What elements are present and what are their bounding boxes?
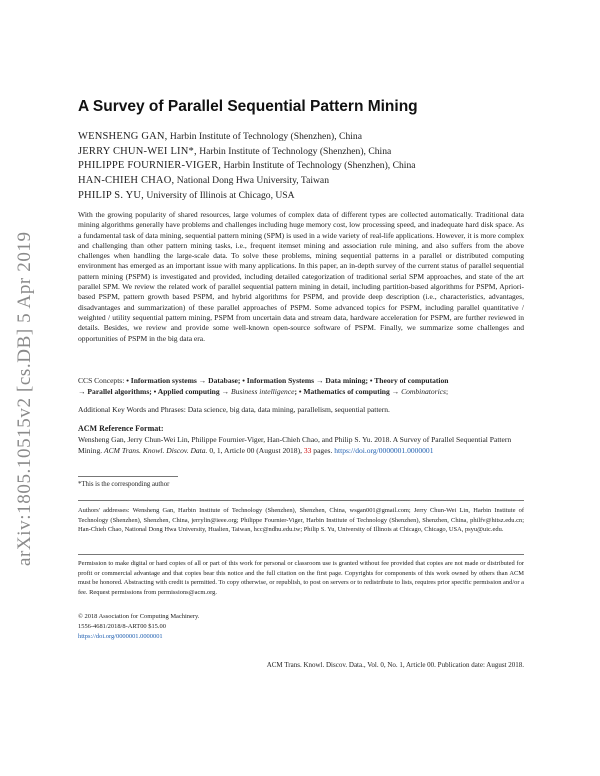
ccs-line-2c: ; • Mathematics of computing →: [294, 386, 402, 396]
ccs-combinatorics: Combinatorics: [401, 386, 446, 396]
author-affiliation: Harbin Institute of Technology (Shenzhen), China: [221, 160, 416, 172]
author-name: JERRY CHUN-WEI LIN*,: [78, 145, 197, 157]
arxiv-stamp: arXiv:1805.10515v2 [cs.DB] 5 Apr 2019: [14, 231, 35, 566]
author-affiliation: Harbin Institute of Technology (Shenzhen), China: [196, 145, 392, 157]
author-affiliation: University of Illinois at Chicago, USA: [144, 189, 295, 201]
author-name: PHILIP S. YU,: [78, 189, 144, 201]
ccs-line-2a: → Parallel algorithms; • Applied computing →: [78, 386, 231, 396]
addresses-rule: [78, 500, 524, 501]
issn-line: 1556-4681/2018/8-ART00 $15.00: [78, 623, 166, 630]
reference-heading: ACM Reference Format:: [78, 424, 164, 433]
ccs-label: CCS Concepts:: [78, 376, 127, 385]
permissions-rule: [78, 554, 524, 555]
author-affiliation: National Dong Hwa University, Taiwan: [174, 175, 329, 187]
author-name: WENSHENG GAN,: [78, 131, 168, 142]
author-line: [78, 174, 416, 189]
paper-title: A Survey of Parallel Sequential Pattern Mining: [78, 98, 418, 115]
footer-doi-link[interactable]: https://doi.org/0000001.0000001: [78, 633, 163, 640]
footnote-rule: [78, 476, 178, 477]
author-name: HAN-CHIEH CHAO,: [78, 175, 175, 187]
reference-doi-link[interactable]: https://doi.org/0000001.0000001: [334, 445, 434, 455]
reference-body: [78, 435, 524, 456]
abstract: With the growing popularity of shared resources, large volumes of complex data of different types are collected automatically. Traditional data mining algorithms generally have problems and challenges including huge memory cost, low processing speed, and inadequate hard disk space. As a fundamental task of data mining, sequential pattern mining (SPM) is used in a wide variety of real-life applications. However, it is more complex and challenging than other pattern mining tasks, i.e., frequent itemset mining and association rule mining, and also suffers from the above challenges when handling the large-scale data. To solve these problems, mining sequential patterns in a parallel or distributed computing environment has emerged as an important issue with many applications. In this paper, an in-depth survey of the current status of parallel sequential pattern mining (PSPM) is investigated and provided, including detailed categorization of traditional serial SPM approaches, and state of the art parallel SPM. We review the related work of parallel sequential pattern mining in detail, including partition-based algorithms for PSPM, Apriori-based PSPM, pattern growth based PSPM, and hybrid algorithms for PSPM, and provide deep description (i.e., characteristics, advantages, disadvantages and summarization) of these parallel approaches of PSPM. Some advanced topics for PSPM, including parallel quantitative / weighted / utility sequential pattern mining, PSPM from uncertain data and stream data, hardware acceleration for PSPM, are further reviewed in details. Besides, we review and provide some well-known open-source software of PSPM. Finally, we summarize some challenges and opportunities of PSPM in the big data era.: [78, 210, 524, 343]
ccs-line-1: • Information systems → Database; • Information Systems → Data mining; • Theory of computation: [126, 376, 449, 385]
author-line: [78, 145, 416, 160]
ccs-concepts: [78, 376, 524, 397]
ccs-business-intelligence: Business intelligence: [230, 386, 295, 396]
author-affiliation: Harbin Institute of Technology (Shenzhen), China: [167, 131, 362, 142]
authors-addresses: Authors' addresses: Wensheng Gan, Harbin Institute of Technology (Shenzhen), Shenzhen, China, wsgan001@gmail.com; Jerry Chun-Wei Lin, Harbin Institute of Technology (Shenzhen), Shenzhen, China, jerrylin@ieee.org; Philippe Fournier-Viger, Harbin Institute of Technology (Shenzhen), Shenzhen, China, philfv@hitsz.edu.cn; Han-Chieh Chao, National Dong Hwa University, Hualien, Taiwan, hcc@ndhu.edu.tw; Philip S. Yu, University of Illinois at Chicago, Chicago, USA, psyu@uic.edu.: [78, 507, 524, 534]
author-list: [78, 130, 416, 204]
author-line: [78, 159, 416, 174]
reference-pages-word: pages.: [311, 445, 335, 455]
copyright-line: © 2018 Association for Computing Machinery.: [78, 613, 200, 620]
author-line: [78, 189, 416, 204]
permissions-notice: Permission to make digital or hard copies of all or part of this work for personal or classroom use is granted without fee provided that copies are not made or distributed for profit or commercial advantage and that copies bear this notice and the full citation on the first page. Copyrights for components of this work owned by others than ACM must be honored. Abstracting with credit is permitted. To copy otherwise, or republish, to post on servers or to redistribute to lists, requires prior specific permission and/or a fee. Request permissions from permissions@acm.org.: [78, 560, 524, 597]
author-line: [78, 130, 416, 145]
corresponding-author-footnote: *This is the corresponding author: [78, 481, 170, 488]
author-name: PHILIPPE FOURNIER-VIGER,: [78, 160, 222, 172]
reference-text: Wensheng Gan, Jerry Chun-Wei Lin, Philippe Fournier-Viger, Han-Chieh Chao, and Philip S. Yu. 2018. A Survey of Parallel Sequential Pattern Mining.: [78, 435, 512, 455]
reference-volume: 0, 1, Article 00 (August 2018),: [207, 445, 304, 455]
ccs-line-end: ;: [445, 386, 449, 396]
running-footer: ACM Trans. Knowl. Discov. Data., Vol. 0, No. 1, Article 00. Publication date: August 2018.: [266, 661, 524, 669]
reference-pages-link[interactable]: 33: [303, 445, 312, 455]
reference-journal: ACM Trans. Knowl. Discov. Data.: [104, 445, 208, 455]
keywords: Additional Key Words and Phrases: Data science, big data, data mining, parallelism, sequential pattern.: [78, 405, 390, 414]
